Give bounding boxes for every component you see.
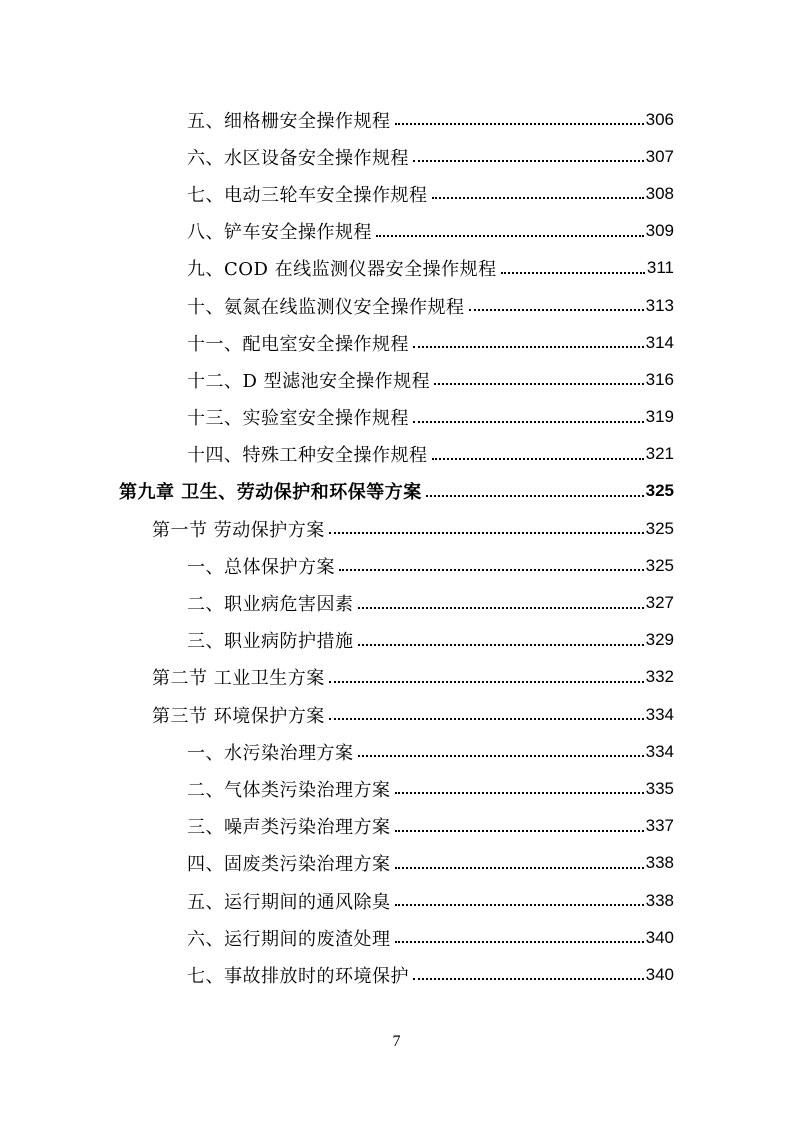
- toc-subsection-entry[interactable]: [0, 584, 793, 621]
- toc-entry-page-number: 338: [645, 890, 674, 910]
- toc-dot-leader: [413, 977, 644, 980]
- toc-entry-title: 六、水区设备安全操作规程: [187, 147, 409, 169]
- toc-entry-page-number: 338: [645, 853, 674, 873]
- toc-subsection-entry[interactable]: [0, 808, 793, 845]
- toc-entry-title: 八、铲车安全操作规程: [187, 222, 372, 244]
- toc-dot-leader: [339, 568, 644, 571]
- toc-chapter-entry[interactable]: [0, 473, 793, 510]
- toc-dot-leader: [501, 271, 645, 274]
- toc-entry-page-number: 319: [645, 407, 674, 427]
- toc-dot-leader: [358, 606, 644, 609]
- toc-dot-leader: [395, 122, 644, 125]
- toc-section-entry[interactable]: [0, 659, 793, 696]
- toc-dot-leader: [432, 457, 644, 460]
- toc-entry-page-number: 334: [645, 741, 674, 761]
- toc-entry-title: 七、电动三轮车安全操作规程: [187, 184, 428, 206]
- toc-dot-leader: [376, 234, 644, 237]
- toc-subsection-entry[interactable]: [0, 956, 793, 993]
- toc-entry-page-number: 332: [645, 667, 674, 687]
- toc-dot-leader: [395, 829, 644, 832]
- toc-entry-title: 第三节 环境保护方案: [152, 705, 325, 727]
- toc-dot-leader: [358, 754, 644, 757]
- toc-entry-title: 一、总体保护方案: [187, 556, 335, 578]
- toc-subsection-entry[interactable]: [0, 287, 793, 324]
- toc-entry-page-number: 327: [645, 593, 674, 613]
- toc-subsection-entry[interactable]: [0, 770, 793, 807]
- toc-dot-leader: [329, 717, 644, 720]
- toc-entry-page-number: 334: [645, 704, 674, 724]
- toc-entry-title: 七、事故排放时的环境保护: [187, 965, 409, 987]
- toc-dot-leader: [413, 420, 644, 423]
- toc-subsection-entry[interactable]: [0, 436, 793, 473]
- toc-entry-page-number: 329: [645, 630, 674, 650]
- toc-entry-title: 九、COD 在线监测仪器安全操作规程: [187, 259, 497, 281]
- toc-entry-page-number: 309: [645, 221, 674, 241]
- toc-dot-leader: [395, 866, 644, 869]
- toc-entry-title: 十四、特殊工种安全操作规程: [187, 445, 428, 467]
- toc-entry-page-number: 306: [645, 109, 674, 129]
- toc-entry-title: 十三、实验室安全操作规程: [187, 408, 409, 430]
- toc-section-entry[interactable]: [0, 510, 793, 547]
- toc-entry-title: 第一节 劳动保护方案: [152, 519, 325, 541]
- toc-entry-title: 三、噪声类污染治理方案: [187, 817, 391, 839]
- toc-entry-page-number: 314: [645, 332, 674, 352]
- toc-subsection-entry[interactable]: [0, 622, 793, 659]
- toc-dot-leader: [413, 159, 644, 162]
- toc-entry-page-number: 313: [645, 295, 674, 315]
- toc-dot-leader: [358, 643, 644, 646]
- toc-subsection-entry[interactable]: [0, 399, 793, 436]
- toc-entry-title: 三、职业病防护措施: [187, 631, 354, 653]
- toc-subsection-entry[interactable]: [0, 101, 793, 138]
- toc-entry-title: 第九章 卫生、劳动保护和环保等方案: [119, 482, 422, 504]
- toc-entry-page-number: 308: [645, 183, 674, 203]
- toc-dot-leader: [395, 903, 644, 906]
- toc-subsection-entry[interactable]: [0, 547, 793, 584]
- toc-entry-page-number: 340: [645, 964, 674, 984]
- table-of-contents: [0, 101, 793, 994]
- toc-dot-leader: [413, 345, 644, 348]
- toc-entry-title: 六、运行期间的废渣处理: [187, 928, 391, 950]
- toc-dot-leader: [329, 680, 644, 683]
- toc-subsection-entry[interactable]: [0, 324, 793, 361]
- toc-subsection-entry[interactable]: [0, 845, 793, 882]
- toc-entry-title: 十二、D 型滤池安全操作规程: [187, 370, 431, 392]
- toc-subsection-entry[interactable]: [0, 138, 793, 175]
- toc-entry-title: 五、细格栅安全操作规程: [187, 110, 391, 132]
- toc-dot-leader: [395, 940, 644, 943]
- toc-entry-title: 二、职业病危害因素: [187, 594, 354, 616]
- toc-section-entry[interactable]: [0, 696, 793, 733]
- toc-entry-page-number: 325: [645, 555, 674, 575]
- toc-entry-title: 十、氨氮在线监测仪安全操作规程: [187, 296, 465, 318]
- toc-entry-page-number: 337: [645, 816, 674, 836]
- toc-entry-page-number: 340: [645, 927, 674, 947]
- toc-entry-page-number: 311: [646, 258, 674, 278]
- toc-dot-leader: [469, 308, 644, 311]
- toc-dot-leader: [329, 531, 644, 534]
- toc-subsection-entry[interactable]: [0, 882, 793, 919]
- toc-dot-leader: [426, 494, 644, 497]
- page-number: 7: [392, 1033, 401, 1050]
- toc-entry-page-number: 321: [645, 444, 674, 464]
- toc-dot-leader: [432, 196, 644, 199]
- toc-subsection-entry[interactable]: [0, 213, 793, 250]
- toc-entry-page-number: 316: [645, 369, 674, 389]
- toc-subsection-entry[interactable]: [0, 175, 793, 212]
- toc-entry-page-number: 325: [645, 481, 674, 501]
- toc-entry-title: 二、气体类污染治理方案: [187, 779, 391, 801]
- toc-entry-page-number: 307: [645, 146, 674, 166]
- toc-entry-title: 四、固废类污染治理方案: [187, 854, 391, 876]
- toc-subsection-entry[interactable]: [0, 733, 793, 770]
- toc-entry-page-number: 335: [645, 778, 674, 798]
- toc-entry-title: 第二节 工业卫生方案: [152, 668, 325, 690]
- toc-entry-title: 五、运行期间的通风除臭: [187, 891, 391, 913]
- toc-subsection-entry[interactable]: [0, 919, 793, 956]
- toc-entry-title: 一、水污染治理方案: [187, 742, 354, 764]
- toc-subsection-entry[interactable]: [0, 361, 793, 398]
- toc-subsection-entry[interactable]: [0, 250, 793, 287]
- toc-dot-leader: [395, 791, 644, 794]
- toc-dot-leader: [434, 382, 643, 385]
- toc-entry-title: 十一、配电室安全操作规程: [187, 333, 409, 355]
- toc-entry-page-number: 325: [645, 518, 674, 538]
